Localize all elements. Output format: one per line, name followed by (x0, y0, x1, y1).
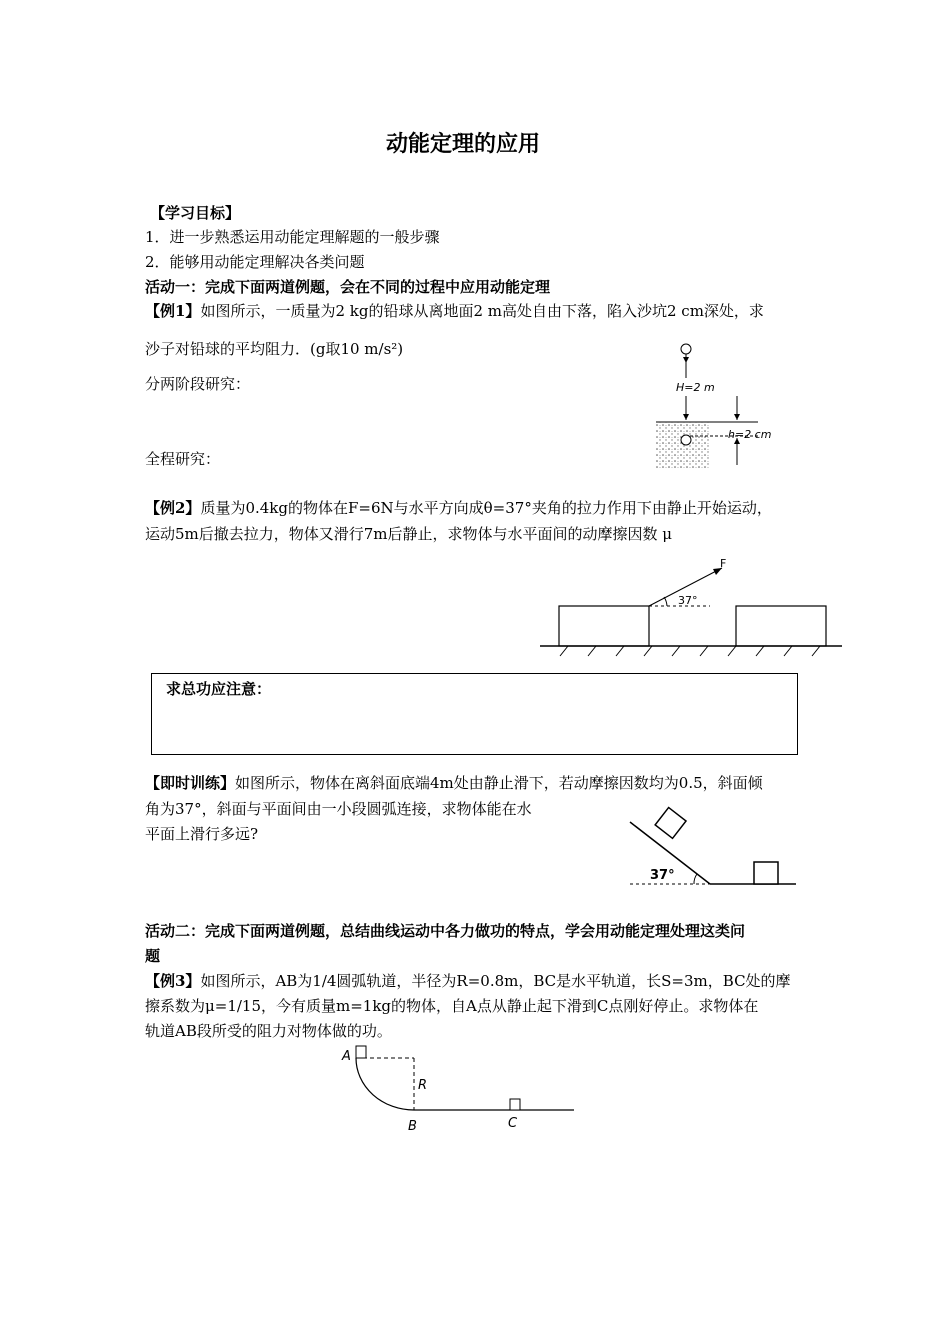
example3-line2: 擦系数为μ=1/15，今有质量m=1kg的物体，自A点从静止起下滑到C点刚好停止。求物体在 (145, 997, 759, 1015)
example2-line1 (145, 498, 772, 518)
example2-line2: 运动5m后撤去拉力，物体又滑行7m后静止，求物体与水平面间的动摩擦因数 μ (145, 525, 673, 543)
activity2-line2: 题 (145, 947, 161, 965)
arc-track (356, 1058, 414, 1110)
block-C (510, 1099, 520, 1110)
objective-1: 1．进一步熟悉运用动能定理解题的一般步骤 (145, 228, 440, 246)
point-C-label: C (508, 1116, 518, 1131)
block-end (736, 606, 826, 646)
depth-h-label: h=2 cm (728, 428, 772, 441)
example2-figure (540, 555, 845, 660)
practice-tag: 【即时训练】 (145, 774, 236, 792)
example1-line1 (145, 301, 764, 321)
example1-tag: 【例1】 (145, 302, 201, 320)
practice-text1: 如图所示，物体在离斜面底端4m处由静止滑下，若动摩擦因数均为0.5，斜面倾 (235, 774, 763, 792)
example1-line2: 沙子对铅球的平均阻力．(g取10 m/s²) (145, 340, 404, 358)
example3-text1: 如图所示，AB为1/4圆弧轨道，半径为R=0.8m，BC是水平轨道，长S=3m，BC处的摩 (200, 972, 791, 990)
point-A-label: A (342, 1049, 351, 1064)
practice-line2: 角为37°，斜面与平面间由一小段圆弧连接，求物体能在水 (145, 800, 532, 818)
ball-top (681, 344, 691, 354)
activity2-line1: 活动二：完成下面两道例题，总结曲线运动中各力做功的特点，学会用动能定理处理这类问 (145, 922, 746, 940)
practice-line1 (145, 773, 763, 793)
block-A (356, 1046, 366, 1058)
example1-text1: 如图所示，一质量为2 kg的铅球从离地面2 m高处自由下落，陷入沙坑2 cm深处，求 (200, 302, 764, 320)
activity1-heading: 活动一：完成下面两道例题，会在不同的过程中应用动能定理 (145, 278, 551, 296)
objective-2: 2．能够用动能定理解决各类问题 (145, 253, 365, 271)
practice-line3: 平面上滑行多远? (145, 825, 259, 843)
incline-block (655, 808, 686, 839)
example1-whole: 全程研究： (145, 450, 221, 468)
note-box-label: 求总功应注意： (166, 680, 272, 698)
practice-figure (630, 812, 800, 892)
height-H-label: H=2 m (676, 381, 715, 394)
example2-tag: 【例2】 (145, 499, 201, 517)
flat-block (754, 862, 778, 884)
example3-line1 (145, 971, 791, 991)
radius-R-label: R (418, 1078, 428, 1093)
page-title: 动能定理的应用 (386, 132, 541, 157)
example1-figure (650, 340, 780, 475)
example1-stage: 分两阶段研究： (145, 375, 251, 393)
ball-bottom (681, 435, 691, 445)
point-B-label: B (408, 1119, 417, 1134)
sand-pit (656, 422, 710, 468)
example3-line3: 轨道AB段所受的阻力对物体做的功。 (145, 1022, 392, 1040)
angle-37-label: 37° (678, 594, 698, 607)
objectives-heading: 【学习目标】 (150, 204, 241, 222)
example2-text1: 质量为0.4kg的物体在F=6N与水平方向成θ=37°夹角的拉力作用下由静止开始运动， (200, 499, 772, 517)
block-start (559, 606, 649, 646)
force-F-label: F (720, 557, 727, 570)
example3-figure (338, 1042, 578, 1137)
example3-tag: 【例3】 (145, 972, 201, 990)
incline-angle-label: 37° (650, 868, 675, 883)
